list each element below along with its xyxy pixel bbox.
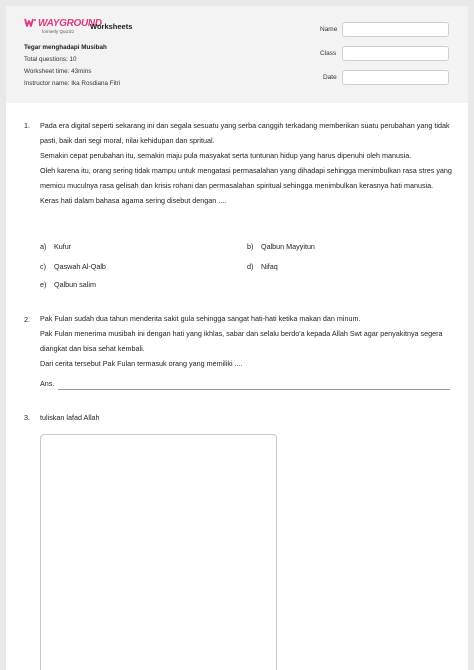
question-1-option-b[interactable]: b) Qalbun Mayyitun <box>247 242 315 251</box>
date-label: Date <box>323 74 337 81</box>
instructor-name: Instructor name: Ika Rosdiana Fitri <box>24 80 121 87</box>
worksheet-title: Tegar menghadapi Musibah <box>24 44 107 51</box>
question-2-paragraph: Pak Fulan sudah dua tahun menderita sakit gula sehingga sangat hati-hati ketika makan dan minum. <box>40 314 361 323</box>
question-2-number: 2. <box>24 315 30 324</box>
question-1-option-e[interactable]: e) Qalbun salim <box>40 280 96 289</box>
class-field[interactable] <box>342 46 449 61</box>
answer-drawing-box[interactable] <box>40 434 277 670</box>
question-1-paragraph: Semakin cepat perubahan itu, semakin maju pula masyakat serta tuntunan hidup yang harus dipenuhi oleh manusia. <box>40 151 412 160</box>
total-questions: Total questions: 10 <box>24 56 77 63</box>
question-1-text <box>40 118 456 208</box>
question-1-paragraph: Oleh karena itu, orang sering tidak mampu untuk mengatasi permasalahan yang dihadapi sehingga menimbulkan rasa stres yang memicu muculnya rasa gelisah dan krisis rohani dan permasalahan spiritual sehingga menimbulkan kerasnya hati manusia. <box>40 166 452 190</box>
question-3-text <box>40 410 456 425</box>
class-label: Class <box>320 50 337 57</box>
question-3-paragraph: tuliskan lafad Allah <box>40 413 100 422</box>
worksheets-label: Worksheets <box>90 22 133 31</box>
question-3-number: 3. <box>24 413 30 422</box>
logo-text: WAYGROUND <box>38 18 102 29</box>
question-1-paragraph: Keras hati dalam bahasa agama sering disebut dengan .... <box>40 196 227 205</box>
worksheet-header <box>6 6 468 103</box>
logo-subtitle: formerly Quizizz <box>42 29 75 34</box>
name-label: Name <box>320 26 338 33</box>
question-2-paragraph: Dari cerita tersebut Pak Fulan termasuk orang yang memiliki .... <box>40 359 243 368</box>
worksheet-page <box>6 6 468 670</box>
date-field[interactable] <box>342 70 449 85</box>
answer-label: Ans. <box>40 379 55 388</box>
question-1-option-c[interactable]: c) Qaswah Al-Qalb <box>40 262 106 271</box>
worksheet-time: Worksheet time: 43mins <box>24 68 92 75</box>
question-1-option-a[interactable]: a) Kufur <box>40 242 72 251</box>
logo-mark-icon <box>24 18 36 29</box>
question-2-text <box>40 311 456 371</box>
question-1-option-d[interactable]: d) Nifaq <box>247 262 278 271</box>
question-2-paragraph: Pak Fulan menerima musibah ini dengan hati yang ikhlas, sabar dan selalu berdo'a kepada Allah Swt agar penyakitnya segera diangkat dan bisa sehat kembali. <box>40 329 443 353</box>
name-field[interactable] <box>342 22 449 37</box>
answer-line[interactable] <box>58 389 450 390</box>
question-1-number: 1. <box>24 121 30 130</box>
question-1-paragraph: Pada era digital seperti sekarang ini dan segala sesuatu yang serba canggih terkadang memberikan suatu perubahan yang tidak pasti, baik dari segi moral, nilai kehidupan dan spritual. <box>40 121 450 145</box>
